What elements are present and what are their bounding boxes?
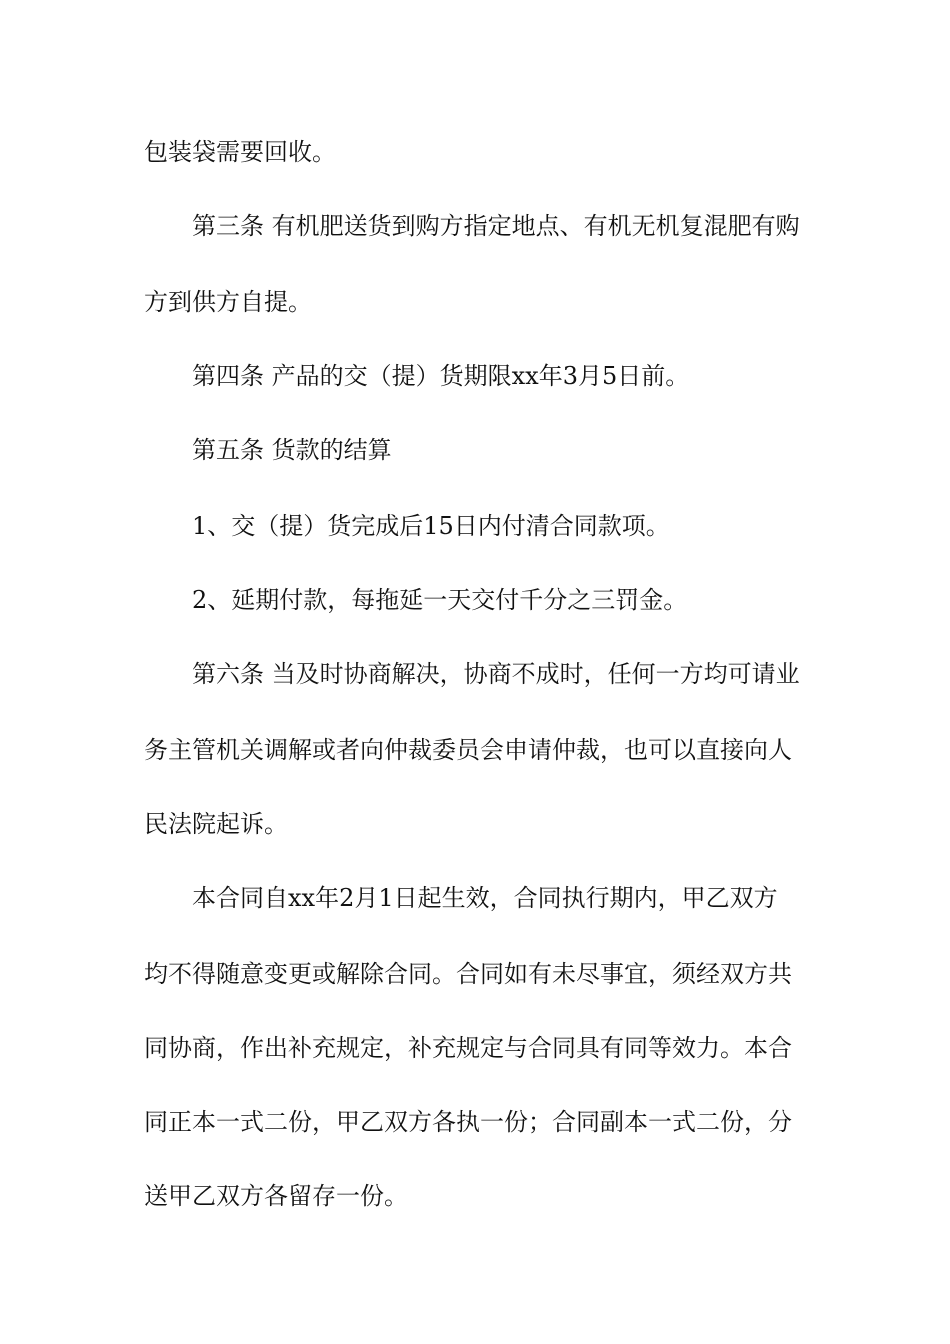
text-line: 同正本一式二份，甲乙双方各执一份；合同副本一式二份，分 bbox=[144, 1108, 792, 1136]
text-line: 同协商，作出补充规定，补充规定与合同具有同等效力。本合 bbox=[144, 1034, 792, 1062]
text-line: 1、交（提）货完成后15日内付清合同款项。 bbox=[192, 512, 670, 540]
text-line: 第五条 货款的结算 bbox=[192, 436, 392, 464]
text-line: 2、延期付款，每拖延一天交付千分之三罚金。 bbox=[192, 586, 688, 614]
text-line: 第六条 当及时协商解决，协商不成时，任何一方均可请业 bbox=[192, 660, 800, 688]
text-line: 务主管机关调解或者向仲裁委员会申请仲裁，也可以直接向人 bbox=[144, 736, 792, 764]
text-line: 均不得随意变更或解除合同。合同如有未尽事宜，须经双方共 bbox=[144, 960, 792, 988]
text-line: 本合同自xx年2月1日起生效，合同执行期内，甲乙双方 bbox=[192, 884, 778, 912]
text-line: 第四条 产品的交（提）货期限xx年3月5日前。 bbox=[192, 362, 690, 390]
text-line: 送甲乙双方各留存一份。 bbox=[144, 1182, 408, 1210]
text-line: 方到供方自提。 bbox=[144, 288, 312, 316]
text-line: 民法院起诉。 bbox=[144, 810, 288, 838]
text-line: 包装袋需要回收。 bbox=[144, 138, 336, 166]
text-line: 第三条 有机肥送货到购方指定地点、有机无机复混肥有购 bbox=[192, 212, 800, 240]
